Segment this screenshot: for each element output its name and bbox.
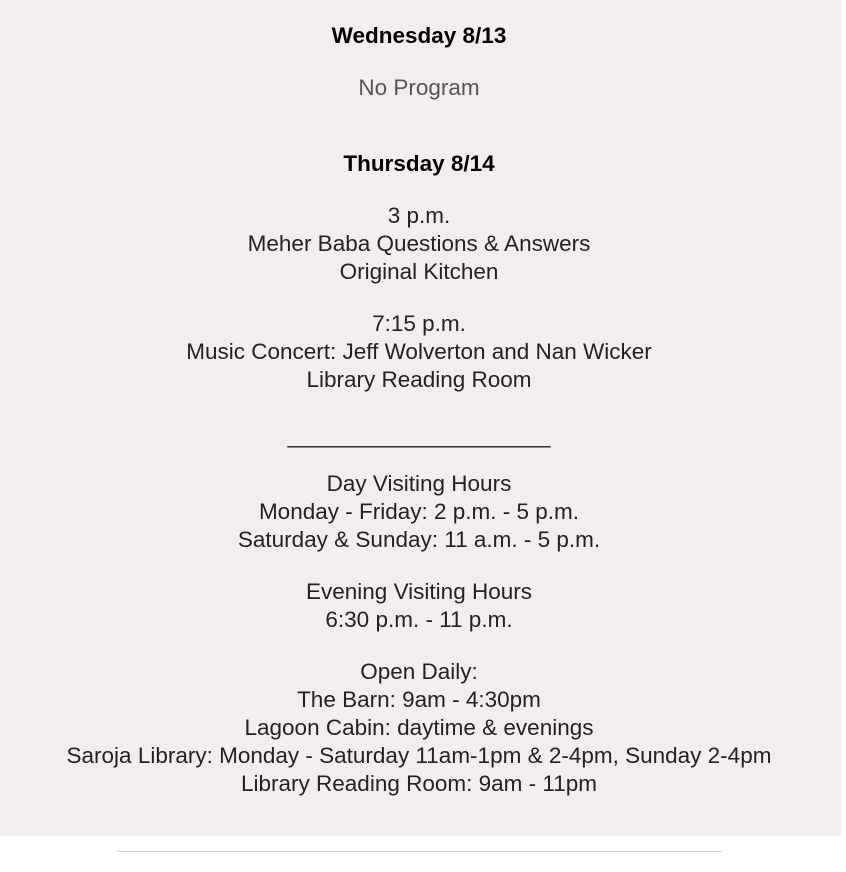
section-separator: _____________________	[287, 423, 551, 448]
day-hours-title: Day Visiting Hours	[326, 471, 512, 496]
open-daily-item: Lagoon Cabin: daytime & evenings	[244, 715, 594, 740]
event-time: 3 p.m.	[387, 203, 451, 228]
footer-divider	[117, 851, 722, 852]
event-time: 7:15 p.m.	[372, 311, 466, 336]
event-title: Meher Baba Questions & Answers	[247, 231, 591, 256]
thursday-heading: Thursday 8/14	[343, 151, 495, 176]
day-hours-weekdays: Monday - Friday: 2 p.m. - 5 p.m.	[258, 499, 580, 524]
event-location: Library Reading Room	[306, 367, 532, 392]
wednesday-no-program: No Program	[358, 75, 480, 100]
event-location: Original Kitchen	[339, 259, 499, 284]
day-hours-weekend: Saturday & Sunday: 11 a.m. - 5 p.m.	[237, 527, 601, 552]
open-daily-item: Library Reading Room: 9am - 11pm	[241, 771, 597, 796]
evening-hours-title: Evening Visiting Hours	[306, 579, 532, 604]
open-daily-title: Open Daily:	[360, 659, 478, 684]
evening-hours-time: 6:30 p.m. - 11 p.m.	[325, 607, 513, 632]
event-title: Music Concert: Jeff Wolverton and Nan Wicker	[186, 339, 652, 364]
wednesday-heading: Wednesday 8/13	[331, 23, 507, 48]
open-daily-item: Saroja Library: Monday - Saturday 11am-1pm & 2-4pm, Sunday 2-4pm	[66, 743, 772, 768]
open-daily-item: The Barn: 9am - 4:30pm	[297, 687, 541, 712]
